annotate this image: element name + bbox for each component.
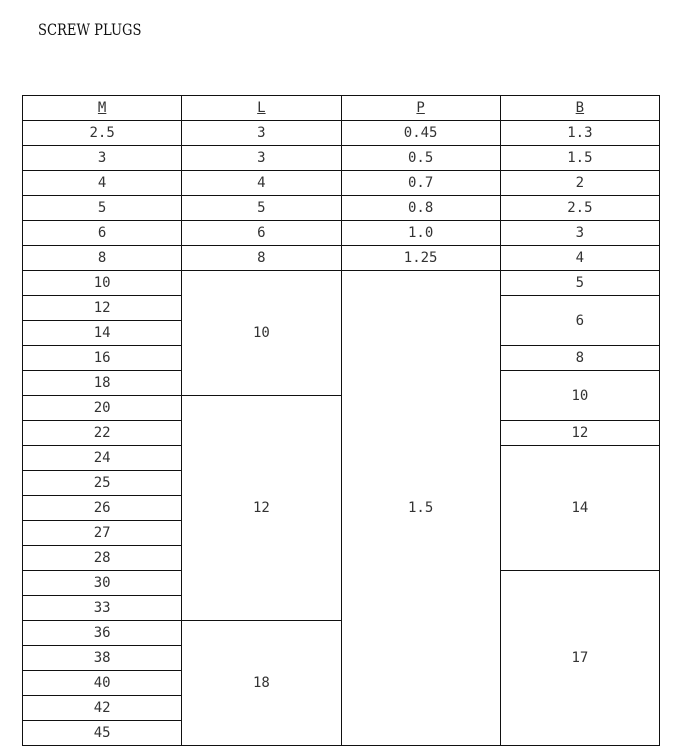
l-cell: 3 <box>182 121 341 146</box>
screw-plug-table <box>22 95 660 746</box>
m-cell: 5 <box>23 196 182 221</box>
m-cell: 36 <box>23 621 182 646</box>
m-cell: 8 <box>23 246 182 271</box>
page-title: SCREW PLUGS <box>38 20 142 39</box>
b-cell: 2 <box>500 171 659 196</box>
table-row <box>23 246 660 271</box>
m-cell: 3 <box>23 146 182 171</box>
m-cell: 12 <box>23 296 182 321</box>
m-cell: 33 <box>23 596 182 621</box>
p-cell: 0.45 <box>341 121 500 146</box>
m-cell: 27 <box>23 521 182 546</box>
m-cell: 4 <box>23 171 182 196</box>
b-cell: 1.5 <box>500 146 659 171</box>
b-group-cell: 14 <box>500 446 659 571</box>
m-cell: 2.5 <box>23 121 182 146</box>
m-cell: 16 <box>23 346 182 371</box>
b-cell: 1.3 <box>500 121 659 146</box>
p-cell: 0.7 <box>341 171 500 196</box>
table-row <box>23 221 660 246</box>
b-group-cell: 6 <box>500 296 659 346</box>
b-cell: 2.5 <box>500 196 659 221</box>
b-group-cell: 17 <box>500 571 659 746</box>
b-group-cell: 8 <box>500 346 659 371</box>
table-header-row <box>23 96 660 121</box>
m-cell: 28 <box>23 546 182 571</box>
column-header-p: P <box>341 96 500 121</box>
m-cell: 14 <box>23 321 182 346</box>
l-group-cell: 18 <box>182 621 341 746</box>
table-row <box>23 171 660 196</box>
m-cell: 45 <box>23 721 182 746</box>
l-cell: 3 <box>182 146 341 171</box>
m-cell: 6 <box>23 221 182 246</box>
m-cell: 25 <box>23 471 182 496</box>
l-group-cell: 10 <box>182 271 341 396</box>
column-header-b: B <box>500 96 659 121</box>
b-group-cell: 10 <box>500 371 659 421</box>
m-cell: 40 <box>23 671 182 696</box>
m-cell: 24 <box>23 446 182 471</box>
m-cell: 10 <box>23 271 182 296</box>
m-cell: 22 <box>23 421 182 446</box>
p-cell: 1.25 <box>341 246 500 271</box>
p-common-cell: 1.5 <box>341 271 500 746</box>
l-cell: 4 <box>182 171 341 196</box>
m-cell: 18 <box>23 371 182 396</box>
b-cell: 4 <box>500 246 659 271</box>
m-cell: 38 <box>23 646 182 671</box>
table-row <box>23 196 660 221</box>
b-group-cell: 5 <box>500 271 659 296</box>
column-header-l: L <box>182 96 341 121</box>
l-cell: 8 <box>182 246 341 271</box>
m-cell: 30 <box>23 571 182 596</box>
table-row <box>23 271 660 296</box>
p-cell: 0.5 <box>341 146 500 171</box>
m-cell: 26 <box>23 496 182 521</box>
table-row <box>23 121 660 146</box>
p-cell: 1.0 <box>341 221 500 246</box>
table-row <box>23 146 660 171</box>
b-cell: 3 <box>500 221 659 246</box>
m-cell: 42 <box>23 696 182 721</box>
b-group-cell: 12 <box>500 421 659 446</box>
l-cell: 5 <box>182 196 341 221</box>
l-cell: 6 <box>182 221 341 246</box>
p-cell: 0.8 <box>341 196 500 221</box>
column-header-m: M <box>23 96 182 121</box>
l-group-cell: 12 <box>182 396 341 621</box>
m-cell: 20 <box>23 396 182 421</box>
